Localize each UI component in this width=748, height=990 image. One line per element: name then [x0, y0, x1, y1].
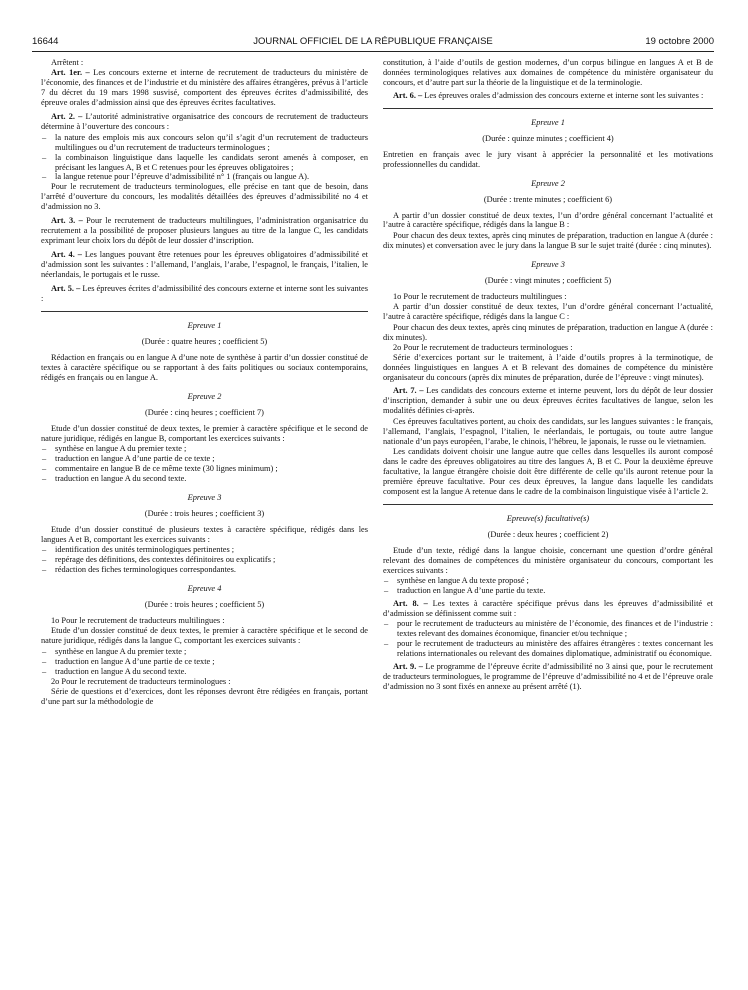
epreuve-2-title: Epreuve 2 — [187, 391, 222, 401]
journal-title: JOURNAL OFFICIEL DE LA RÉPUBLIQUE FRANÇAISE — [253, 36, 493, 47]
list-item: – commentaire en langue B de ce même texte (30 lignes minimum) ; — [41, 464, 368, 474]
list-item: – traduction en langue A d’une partie de ce texte ; — [41, 454, 368, 464]
oral-2-title: Epreuve 2 — [531, 178, 565, 188]
header-rule — [32, 51, 714, 52]
oral-2-text-2: Pour chacun des deux textes, après cinq minutes de préparation, traduction en langue A (durée : dix minutes) et conversation avec le jury dans la langue B sur le sujet traité (durée : cinq minutes). — [383, 230, 713, 250]
article-7-paragraph-2: Ces épreuves facultatives portent, au choix des candidats, sur les langues suivantes : le français, l’allemand, l’anglais, l’espagnol, l’italien, le néerlandais, le portugais, ou toute autre langue nationale d’un pays européen, l’arabe, le chinois, l’hébreu, le japonais, le russe ou le vietnamien. — [383, 416, 713, 446]
page-header — [32, 36, 714, 50]
epreuve-2-list — [41, 444, 368, 484]
article-1 — [41, 68, 368, 108]
left-column — [41, 58, 368, 707]
epreuve-3-text: Etude d’un dossier constitué de plusieurs textes à caractère spécifique, rédigés dans les langues A et B, comportant les exercices suivants : — [41, 524, 368, 544]
article-5 — [41, 284, 368, 304]
article-8-list — [383, 619, 713, 659]
epreuve-4-duration: (Durée : trois heures ; coefficient 5) — [144, 599, 265, 609]
oral-3-text-3: Série d’exercices portant sur le traitement, à l’aide d’outils propres à la terminotique, de données linguistiques en langues A et B relevant des domaines de compétence du ministère organisateur du concours (après dix minutes de préparation, durée de l’épreuve : vingt minutes). — [383, 353, 713, 383]
section-divider — [383, 108, 713, 109]
epreuve-4-text-2: Série de questions et d’exercices, dont les réponses devront être rédigées en français, portant d’une part sur la méthodologie de — [41, 687, 368, 707]
article-4-text: Les langues pouvant être retenues pour les épreuves obligatoires d’admissibilité et d’admission sont les suivantes : l’allemand, l’anglais, l’arabe, l’espagnol, le français, l’italien, le néerlandais, le portugais et le russe. — [41, 250, 368, 280]
list-item: – synthèse en langue A du premier texte ; — [41, 647, 368, 657]
epreuve-4-list — [41, 647, 368, 677]
article-7-paragraph-3: Les candidats doivent choisir une langue autre que celles dans lesquelles ils auront composé dans le cadre des épreuves obligatoires au titre des langues A, B et C. Pour la deuxième épreuve facultative, la langue étrangère choisie doit être différente de celle qu’ils auront retenue pour la première épreuve facultative. Pour ces deux épreuves, la langue dans laquelle les candidats composent est la langue A retenue dans le cadre de la combinaison linguistique visée à l’article 2. — [383, 447, 713, 496]
right-column — [383, 58, 713, 693]
article-9 — [383, 662, 713, 692]
oral-3-title: Epreuve 3 — [531, 259, 565, 269]
section-divider — [383, 504, 713, 505]
page-number: 16644 — [32, 36, 59, 47]
article-8-label: Art. 8. – — [393, 598, 428, 608]
epreuve-3-list — [41, 545, 368, 575]
oral-3-point-2: 2o Pour le recrutement de traducteurs terminologues : — [393, 343, 573, 353]
oral-1-duration: (Durée : quinze minutes ; coefficient 4) — [482, 133, 614, 143]
list-item: – repérage des définitions, des contextes définitoires ou explicatifs ; — [41, 555, 368, 565]
article-3-text: Pour le recrutement de traducteurs multilingues, l’administration organisatrice du recrutement a la possibilité de proposer plusieurs langues au titre de la langue C, les candidats exprimant leur choix lors du dépôt de leur dossier d’inscription. — [41, 216, 369, 246]
article-8-text: Les textes à caractère spécifique prévus dans les épreuves d’admissibilité et d’admission se définissent comme suit : — [383, 598, 713, 618]
oral-3-text-2: Pour chacun des deux textes, après cinq minutes de préparation, traduction en langue A (durée : dix minutes). — [383, 322, 713, 342]
oral-3-text: A partir d’un dossier constitué de deux textes, l’un d’ordre général concernant l’actualité, l’autre à caractère spécifique, rédigés dans la langue C : — [383, 302, 713, 322]
epreuve-3-title: Epreuve 3 — [187, 492, 222, 502]
article-4-label: Art. 4. – — [51, 250, 82, 260]
article-6-text: Les épreuves orales d’admission des concours externe et interne sont les suivantes : — [424, 90, 704, 100]
list-item: – identification des unités terminologiques pertinentes ; — [41, 545, 368, 555]
epreuve-1-text: Rédaction en français ou en langue A d’une note de synthèse à partir d’un dossier constitué de textes à caractère spécifique ou se rapportant à des faits politiques ou sociaux contemporains, rédigés en français ou en langue A. — [41, 352, 368, 382]
epreuve-4-point-2: 2o Pour le recrutement de traducteurs terminologues : — [51, 676, 231, 686]
article-8 — [383, 599, 713, 619]
oral-3-duration: (Durée : vingt minutes ; coefficient 5) — [484, 275, 612, 285]
oral-2-duration: (Durée : trente minutes ; coefficient 6) — [483, 194, 613, 204]
epreuve-2-text: Etude d’un dossier constitué de deux textes, le premier à caractère spécifique et le second de nature juridique, rédigés en langue B, comportant les exercices suivants : — [41, 423, 368, 443]
issue-date: 19 octobre 2000 — [645, 36, 714, 47]
epreuve-4-text: Etude d’un dossier constitué de deux textes, le premier à caractère spécifique et le second de nature juridique, rédigés dans la langue C, comportant les exercices suivants : — [41, 626, 368, 646]
article-6-label: Art. 6. – — [393, 90, 423, 100]
article-7 — [383, 386, 713, 416]
article-2-label: Art. 2. – — [51, 112, 83, 122]
optional-exam-title: Epreuve(s) facultative(s) — [506, 513, 590, 523]
oral-1-text: Entretien en français avec le jury visant à apprécier la personnalité et les motivations professionnelles du candidat. — [383, 149, 713, 169]
list-item: – traduction en langue A d’une partie du texte. — [383, 586, 713, 596]
section-divider — [41, 311, 368, 312]
oral-1-title: Epreuve 1 — [531, 117, 565, 127]
article-3 — [41, 216, 368, 246]
list-item: – synthèse en langue A du premier texte ; — [41, 444, 368, 454]
optional-exam-duration: (Durée : deux heures ; coefficient 2) — [487, 529, 609, 539]
article-2-after: Pour le recrutement de traducteurs terminologues, elle précise en tant que de besoin, dans l’arrêté d’ouverture du concours, les modalités détaillées des épreuves d’admissibilité no 4 et d’admission no 3. — [41, 182, 368, 212]
epreuve-4-title: Epreuve 4 — [187, 583, 222, 593]
optional-exam-text: Etude d’un texte, rédigé dans la langue choisie, concernant une question d’ordre général relevant des domaines de compétences du ministère organisateur du concours, comportant les exercices suivants : — [383, 545, 713, 575]
epreuve-1-title: Epreuve 1 — [187, 320, 222, 330]
article-2-list — [41, 133, 368, 183]
article-3-label: Art. 3. – — [51, 216, 83, 226]
article-9-text: Le programme de l’épreuve écrite d’admissibilité no 3 ainsi que, pour le recrutement de traducteurs terminologues, le programme de l’épreuve d’admissibilité no 4 et de l’épreuve orale d’admission no 3 sont fixés en annexe au présent arrêté (1). — [383, 662, 713, 692]
arrete-line: Arrêtent : — [51, 58, 84, 67]
article-2 — [41, 112, 368, 132]
list-item: – la nature des emplois mis aux concours selon qu’il s’agit d’un recrutement de traducteurs multilingues ou d’un recrutement de traducteurs terminologues ; — [41, 133, 368, 153]
list-item: – pour le recrutement de traducteurs au ministère de l’économie, des finances et de l’industrie : textes relevant des domaines économique, financier et/ou technique ; — [383, 619, 713, 639]
epreuve-1-duration: (Durée : quatre heures ; coefficient 5) — [141, 336, 268, 346]
list-item: – traduction en langue A d’une partie de ce texte ; — [41, 657, 368, 667]
epreuve-2-duration: (Durée : cinq heures ; coefficient 7) — [145, 407, 264, 417]
epreuve-3-duration: (Durée : trois heures ; coefficient 3) — [144, 508, 265, 518]
article-6 — [383, 91, 713, 101]
optional-exam-list — [383, 576, 713, 596]
article-4 — [41, 250, 368, 280]
list-item: – traduction en langue A du second texte. — [41, 474, 368, 484]
oral-3-point-1: 1o Pour le recrutement de traducteurs multilingues : — [393, 291, 567, 301]
article-5-text: Les épreuves écrites d’admissibilité des concours externe et interne sont les suivantes : — [41, 284, 368, 303]
continued-text: constitution, à l’aide d’outils de gestion modernes, d’un corpus bilingue en langues A et B de données terminologiques relatives aux domaines de compétence du ministère organisateur du concours, et d’autre part sur la théorie de la linguistique et de la terminologie. — [383, 58, 713, 87]
article-1-label: Art. 1er. – — [51, 68, 90, 78]
list-item: – synthèse en langue A du texte proposé ; — [383, 576, 713, 586]
article-7-label: Art. 7. – — [393, 386, 424, 396]
article-7-text: Les candidats des concours externe et interne peuvent, lors du dépôt de leur dossier d’inscription, demander à subir une ou deux épreuves écrites facultatives de langue, selon les modalités définies ci-après. — [383, 386, 713, 416]
article-9-label: Art. 9. – — [393, 662, 423, 672]
list-item: – pour le recrutement de traducteurs au ministère des affaires étrangères : textes concernant les relations internationales ou relevant des domaines diplomatique, administratif ou économique. — [383, 639, 713, 659]
epreuve-4-point-1: 1o Pour le recrutement de traducteurs multilingues : — [51, 615, 225, 625]
list-item: – traduction en langue A du second texte. — [41, 667, 368, 677]
list-item: – la langue retenue pour l’épreuve d’admissibilité n° 1 (français ou langue A). — [41, 172, 368, 182]
article-2-text: L’autorité administrative organisatrice des concours de recrutement de traducteurs détermine à l’ouverture des concours : — [41, 112, 368, 132]
list-item: – rédaction des fiches terminologiques correspondantes. — [41, 565, 368, 575]
list-item: – la combinaison linguistique dans laquelle les candidats seront amenés à composer, en précisant les langues A, B et C retenues pour les épreuves obligatoires ; — [41, 153, 368, 173]
article-5-label: Art. 5. – — [51, 284, 81, 294]
oral-2-text: A partir d’un dossier constitué de deux textes, l’un d’ordre général concernant l’actualité et l’autre à caractère spécifique, rédigés dans la langue B : — [383, 210, 713, 230]
article-1-text: Les concours externe et interne de recrutement de traducteurs du ministère de l’économie, des finances et de l’industrie et du ministère des affaires étrangères, prévus à l’article 7 du décret du 19 mars 1998 susvisé, comportent des épreuves écrites d’admissibilité, des épreuve orales d’admission ainsi que des épreuves écrites facultatives. — [41, 68, 368, 108]
